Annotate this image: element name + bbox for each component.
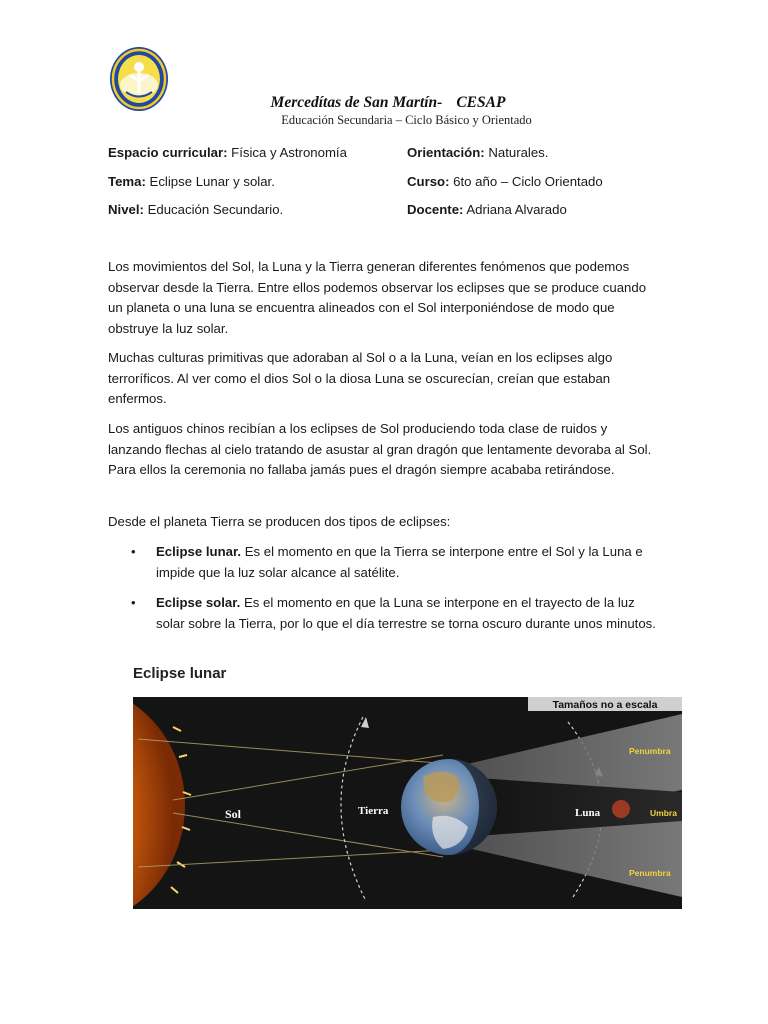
info-orientacion	[407, 145, 548, 160]
info-label: Nivel:	[108, 202, 144, 217]
section-heading-eclipse-lunar: Eclipse lunar	[133, 665, 227, 682]
info-value: Física y Astronomía	[227, 145, 347, 160]
info-value: Adriana Alvarado	[463, 202, 567, 217]
lunar-eclipse-diagram	[133, 697, 682, 909]
label-umbra: Umbra	[650, 808, 677, 818]
info-value: 6to año – Ciclo Orientado	[449, 174, 603, 189]
moon-icon	[612, 800, 630, 818]
paragraph-cultures: Muchas culturas primitivas que adoraban al Sol o a la Luna, veían en los eclipses algo terroríficos. Al ver como el dios Sol o la diosa Luna se oscurecían, creían que estaban enfermos.	[108, 350, 613, 406]
bullet-body: Es el momento en que la Tierra se interpone entre el Sol y la Luna e impide que la luz solar alcance al satélite.	[156, 544, 643, 580]
label-tierra: Tierra	[358, 805, 389, 817]
bullet-body: Es el momento en que la Luna se interpone en el trayecto de la luz solar sobre la Tierra, por lo que el día terrestre se torna oscuro durante unos minutos.	[156, 595, 656, 631]
info-label: Curso:	[407, 174, 450, 189]
info-label: Tema:	[108, 174, 146, 189]
info-label: Espacio curricular:	[108, 145, 228, 160]
info-curso	[407, 174, 603, 189]
school-acronym: CESAP	[456, 94, 506, 111]
info-value: Eclipse Lunar y solar.	[145, 174, 275, 189]
school-subtitle: Educación Secundaria – Ciclo Básico y Orientado	[281, 113, 532, 127]
info-value: Educación Secundario.	[143, 202, 284, 217]
bullet-text	[156, 542, 666, 583]
info-docente	[407, 202, 567, 217]
bullet-title: Eclipse solar.	[156, 595, 241, 610]
school-name: Mercedítas de San Martín-	[270, 94, 443, 111]
paragraph-chinese: Los antiguos chinos recibían a los eclipses de Sol produciendo toda clase de ruidos y lanzando flechas al cielo tratando de asustar al gran dragón que lentamente devoraba al Sol. Para ellos la ceremonia no fallaba jamás pues el dragón siempre acababa retirándose.	[108, 421, 652, 477]
info-label: Docente:	[407, 202, 464, 217]
info-espacio-curricular	[108, 145, 347, 160]
bullet-icon: •	[131, 544, 136, 559]
info-label: Orientación:	[407, 145, 485, 160]
paragraph-intro: Los movimientos del Sol, la Luna y la Tierra generan diferentes fenómenos que podemos observar desde la Tierra. Entre ellos podemos observar los eclipses que se produce cuando un planeta o una luna se encuentra alineados con el Sol interponiéndose de modo que obstruye la luz solar.	[108, 259, 647, 336]
label-luna: Luna	[575, 807, 601, 819]
bullet-text	[156, 593, 666, 634]
info-value: Naturales.	[484, 145, 549, 160]
info-nivel	[108, 202, 283, 217]
label-sol: Sol	[225, 807, 242, 821]
info-tema	[108, 174, 275, 189]
bullet-icon: •	[131, 595, 136, 610]
figure-scale-note: Tamaños no a escala	[552, 699, 658, 711]
label-penumbra-top: Penumbra	[629, 746, 671, 756]
label-penumbra-bottom: Penumbra	[629, 868, 671, 878]
school-title	[0, 94, 768, 112]
bullet-title: Eclipse lunar.	[156, 544, 242, 559]
paragraph-types: Desde el planeta Tierra se producen dos tipos de eclipses:	[108, 514, 451, 529]
